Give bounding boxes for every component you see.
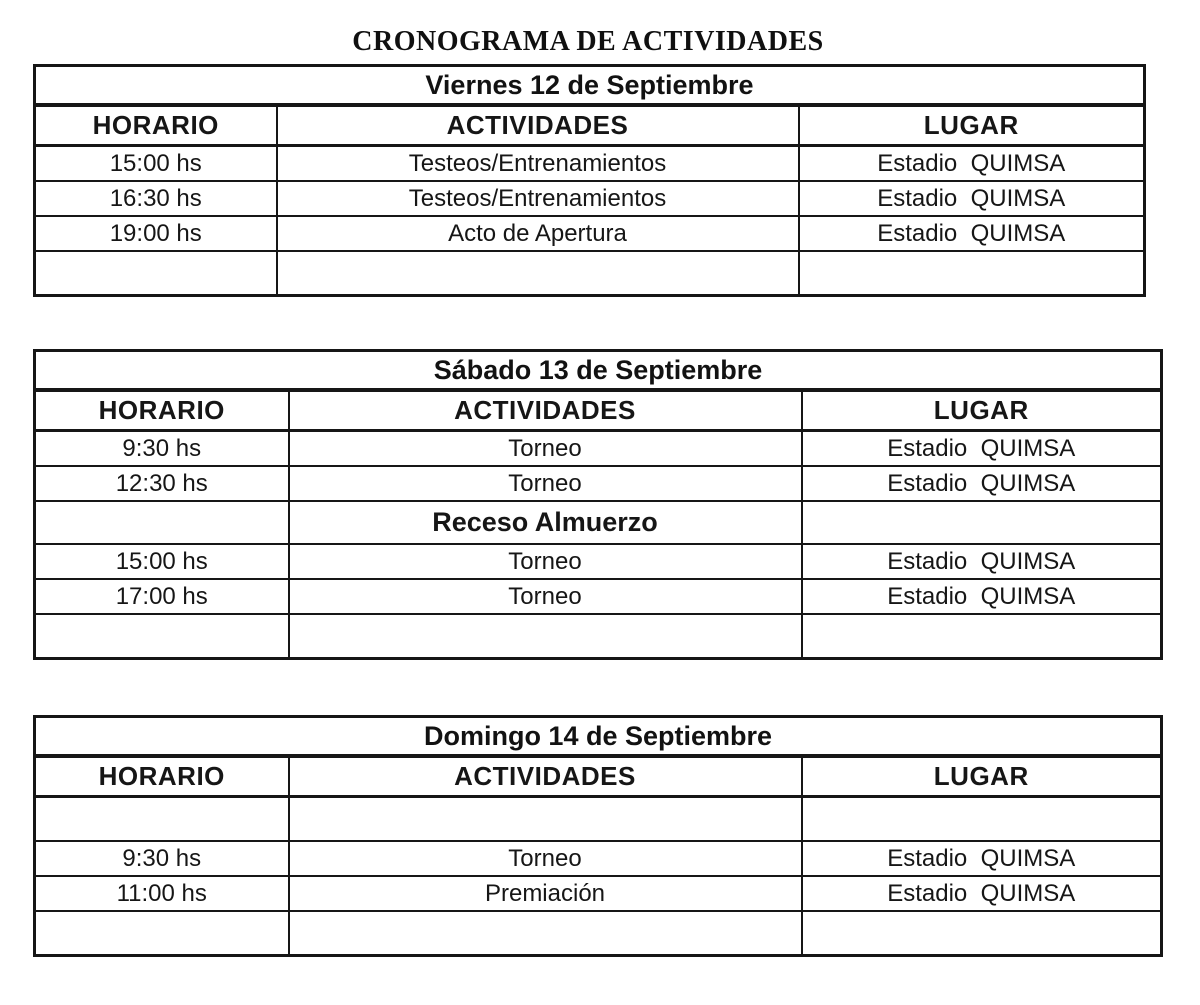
cell-horario	[35, 614, 289, 659]
table-row	[35, 797, 1162, 842]
column-header-lugar: LUGAR	[802, 756, 1162, 797]
cell-actividad: Torneo	[289, 466, 802, 501]
cell-lugar: Estadio QUIMSA	[802, 544, 1162, 579]
cell-horario: 11:00 hs	[35, 876, 289, 911]
day-header: Domingo 14 de Septiembre	[35, 717, 1162, 757]
cell-lugar	[802, 911, 1162, 956]
table-row	[35, 579, 1162, 614]
cell-actividad-receso: Receso Almuerzo	[289, 501, 802, 544]
table-row	[35, 717, 1162, 757]
cell-actividad	[289, 797, 802, 842]
cell-lugar	[799, 251, 1145, 296]
cell-lugar	[802, 797, 1162, 842]
cell-horario	[35, 251, 277, 296]
table-row	[35, 251, 1145, 296]
column-header-actividades: ACTIVIDADES	[277, 105, 799, 146]
table-row	[35, 390, 1162, 431]
cell-actividad: Testeos/Entrenamientos	[277, 146, 799, 182]
table-row	[35, 66, 1145, 106]
table-row	[35, 756, 1162, 797]
cell-horario: 12:30 hs	[35, 466, 289, 501]
column-header-horario: HORARIO	[35, 105, 277, 146]
cell-horario: 15:00 hs	[35, 146, 277, 182]
cell-horario: 15:00 hs	[35, 544, 289, 579]
cell-horario	[35, 501, 289, 544]
cell-lugar: Estadio QUIMSA	[802, 841, 1162, 876]
cell-actividad: Torneo	[289, 579, 802, 614]
schedule-table-sabado	[33, 349, 1163, 660]
column-header-actividades: ACTIVIDADES	[289, 390, 802, 431]
table-row-receso	[35, 501, 1162, 544]
cell-horario: 9:30 hs	[35, 431, 289, 467]
cell-horario	[35, 911, 289, 956]
page-title: CRONOGRAMA DE ACTIVIDADES	[352, 26, 824, 57]
cell-lugar: Estadio QUIMSA	[802, 431, 1162, 467]
cell-horario: 19:00 hs	[35, 216, 277, 251]
cell-actividad: Torneo	[289, 431, 802, 467]
table-row	[35, 544, 1162, 579]
table-row	[35, 105, 1145, 146]
cell-lugar	[802, 501, 1162, 544]
cell-actividad	[277, 251, 799, 296]
table-row	[35, 351, 1162, 391]
cell-actividad: Premiación	[289, 876, 802, 911]
schedule-table-domingo	[33, 715, 1163, 957]
table-row	[35, 614, 1162, 659]
cell-actividad	[289, 911, 802, 956]
table-row	[35, 146, 1145, 182]
cell-horario: 16:30 hs	[35, 181, 277, 216]
cell-horario: 17:00 hs	[35, 579, 289, 614]
column-header-actividades: ACTIVIDADES	[289, 756, 802, 797]
cell-actividad: Torneo	[289, 544, 802, 579]
cell-lugar: Estadio QUIMSA	[799, 146, 1145, 182]
cell-horario	[35, 797, 289, 842]
column-header-lugar: LUGAR	[802, 390, 1162, 431]
cell-actividad	[289, 614, 802, 659]
column-header-horario: HORARIO	[35, 756, 289, 797]
table-row	[35, 876, 1162, 911]
cell-lugar: Estadio QUIMSA	[802, 579, 1162, 614]
cell-horario: 9:30 hs	[35, 841, 289, 876]
cell-actividad: Acto de Apertura	[277, 216, 799, 251]
cell-actividad: Torneo	[289, 841, 802, 876]
table-row	[35, 181, 1145, 216]
cell-lugar: Estadio QUIMSA	[802, 876, 1162, 911]
cell-lugar: Estadio QUIMSA	[802, 466, 1162, 501]
cell-lugar: Estadio QUIMSA	[799, 216, 1145, 251]
table-row	[35, 911, 1162, 956]
table-row	[35, 466, 1162, 501]
cell-lugar	[802, 614, 1162, 659]
cell-actividad: Testeos/Entrenamientos	[277, 181, 799, 216]
table-row	[35, 216, 1145, 251]
column-header-lugar: LUGAR	[799, 105, 1145, 146]
table-row	[35, 431, 1162, 467]
table-row	[35, 841, 1162, 876]
schedule-table-viernes	[33, 64, 1146, 297]
day-header: Viernes 12 de Septiembre	[35, 66, 1145, 106]
column-header-horario: HORARIO	[35, 390, 289, 431]
day-header: Sábado 13 de Septiembre	[35, 351, 1162, 391]
cell-lugar: Estadio QUIMSA	[799, 181, 1145, 216]
